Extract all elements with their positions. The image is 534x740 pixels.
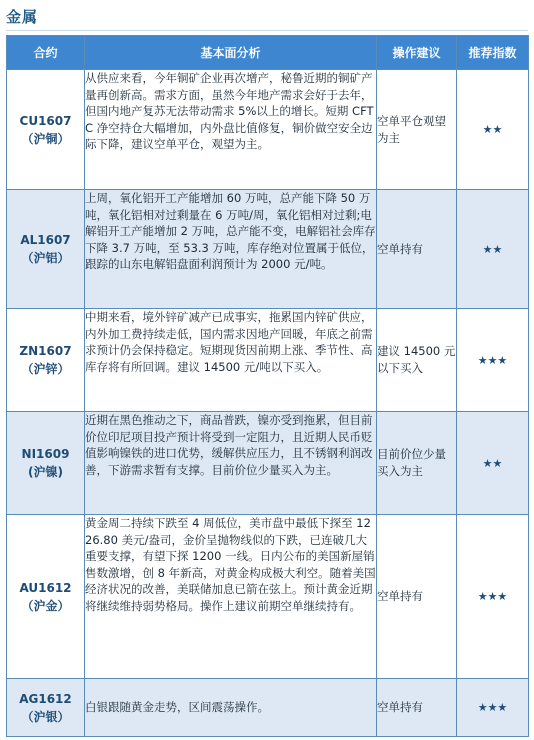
- analysis-cell: 近期在黑色推动之下，商品普跌，镍亦受到拖累，但目前价位印尼项目投产预计将受到一定阻力，且近期人民币贬值影响镍铁的进口优势，缓解供应压力，且不锈钢利润改善，下游需求暂有支撑。目前价位少量买入为主。: [85, 412, 377, 515]
- contract-cell: [7, 70, 85, 190]
- analysis-cell: 上周，氧化铝开工产能增加 60 万吨，总产能下降 50 万吨，氧化铝相对过剩量在 6 万吨/周，氧化铝相对过剩;电解铝开工产能增加 2 万吨，总产能不变，电解铝社会库存下降 3.7 万吨，至 53.3 万吨，库存绝对位置属于低位，跟踪的山东电解铝盘面利润预计为 2000 元/吨。: [85, 190, 377, 309]
- table-row: [7, 190, 529, 309]
- contract-code: CU1607: [19, 113, 72, 128]
- rating-stars: ★★★: [457, 515, 529, 679]
- rating-stars: ★★: [457, 190, 529, 309]
- header-advice: 操作建议: [377, 36, 457, 70]
- header-contract: 合约: [7, 36, 85, 70]
- contract-cell: [7, 412, 85, 515]
- exchange-name: （沪锌）: [21, 362, 70, 376]
- contract-code: NI1609: [21, 447, 70, 461]
- rating-stars: ★★: [457, 412, 529, 515]
- metals-table: [6, 35, 529, 737]
- title-divider: [6, 30, 528, 31]
- contract-code: AG1612: [19, 691, 72, 706]
- contract-cell: [7, 190, 85, 309]
- exchange-name: （沪金）: [21, 598, 70, 613]
- contract-cell: [7, 679, 85, 737]
- table-row: [7, 70, 529, 190]
- table-row: [7, 412, 529, 515]
- table-row: [7, 679, 529, 737]
- rating-stars: ★★★: [457, 679, 529, 737]
- table-row: [7, 309, 529, 412]
- contract-cell: [7, 309, 85, 412]
- rating-stars: ★★: [457, 70, 529, 190]
- advice-cell: 空单平仓观望为主: [377, 70, 457, 190]
- section-title: 金属: [6, 8, 39, 26]
- rating-stars: ★★★: [457, 309, 529, 412]
- table-row: [7, 515, 529, 679]
- advice-cell: 空单持有: [377, 515, 457, 679]
- header-rating: 推荐指数: [457, 36, 529, 70]
- advice-cell: 空单持有: [377, 190, 457, 309]
- advice-cell: 空单持有: [377, 679, 457, 737]
- contract-code: ZN1607: [19, 344, 72, 358]
- exchange-name: （沪银）: [21, 709, 70, 724]
- analysis-cell: 白银跟随黄金走势，区间震荡操作。: [85, 679, 377, 737]
- analysis-cell: 中期来看，境外锌矿减产已成事实，拖累国内锌矿供应，内外加工费持续走低，国内需求因地产回暖，年底之前需求预计仍会保持稳定。短期现货因前期上涨、季节性、高库存将有所回调。建议 14500 元/吨以下买入。: [85, 309, 377, 412]
- exchange-name: （沪铜）: [21, 131, 70, 146]
- contract-code: AL1607: [20, 233, 71, 247]
- exchange-name: （沪铝）: [21, 251, 70, 265]
- advice-cell: 建议 14500 元以下买入: [377, 309, 457, 412]
- analysis-cell: 黄金周二持续下跌至 4 周低位，美市盘中最低下探至 1226.80 美元/盎司，金价呈抛物线似的下跌，已连破几大重要支撑，有望下探 1200 一线。日内公布的美国新屋销售数激增，创 8 年新高，对黄金构成极大利空。随着美国经济状况的改善，美联储加息已箭在弦上。预计黄金近期将继续维持弱势格局。操作上建议前期空单继续持有。: [85, 515, 377, 679]
- contract-cell: [7, 515, 85, 679]
- contract-code: AU1612: [19, 580, 72, 595]
- exchange-name: (沪镍): [28, 465, 63, 479]
- analysis-cell: 从供应来看，今年铜矿企业再次增产，秘鲁近期的铜矿产量再创新高。需求方面，虽然今年地产需求会好于去年，但国内地产复苏无法带动需求 5%以上的增长。短期 CFTC 净空持仓大幅增加，内外盘比值修复，铜价做空安全边际下降，建议空单平仓，观望为主。: [85, 70, 377, 190]
- advice-cell: 目前价位少量买入为主: [377, 412, 457, 515]
- header-analysis: 基本面分析: [85, 36, 377, 70]
